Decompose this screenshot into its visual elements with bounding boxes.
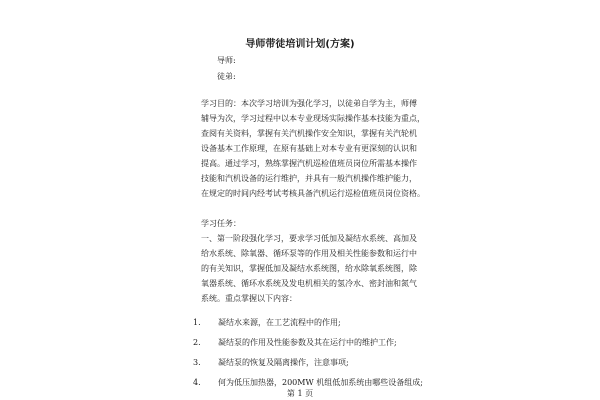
tasks-heading: 学习任务： bbox=[201, 219, 241, 228]
mentor-label: 导师: bbox=[217, 56, 236, 65]
stage-line: 系统。重点掌握以下内容： bbox=[201, 294, 297, 303]
list-item: 凝结泵的恢复及隔离操作，注意事项; bbox=[218, 358, 349, 367]
apprentice-label: 徒弟: bbox=[217, 72, 236, 81]
list-item: 凝结水来源，在工艺流程中的作用; bbox=[218, 318, 341, 327]
page-title: 导师带徒培训计划(方案) bbox=[245, 39, 355, 50]
stage-line: 给水系统、除氧器、循环泵等的作用及相关性能参数和运行中 bbox=[201, 249, 417, 258]
stage-line: 一、第一阶段强化学习，要求学习低加及凝结水系统、高加及 bbox=[201, 234, 417, 243]
goal-line: 辅导为次，学习过程中以本专业现场实际操作基本技能为重点， bbox=[201, 114, 425, 123]
list-item-number: 4. bbox=[193, 378, 201, 387]
page-footer: 第 1 页 bbox=[286, 389, 314, 398]
list-item-number: 3. bbox=[193, 358, 201, 367]
stage-line: 的有关知识，掌握低加及凝结水系统图，给水除氧系统图，除 bbox=[201, 264, 417, 273]
list-item-number: 2. bbox=[193, 338, 201, 347]
list-item: 凝结泵的作用及性能参数及其在运行中的维护工作; bbox=[218, 338, 397, 347]
goal-line: 查阅有关资料，掌握有关汽机操作安全知识，掌握有关汽轮机 bbox=[201, 129, 417, 138]
goal-line: 提高。通过学习，熟练掌握汽机巡检值班员岗位所需基本操作 bbox=[201, 159, 417, 168]
list-item: 何为低压加热器，200MW 机组低加系统由哪些设备组成; bbox=[218, 378, 423, 387]
list-item-number: 1. bbox=[193, 318, 201, 327]
stage-line: 氧器系统、循环水系统及发电机相关的氢冷水、密封油和氮气 bbox=[201, 279, 417, 288]
goal-line: 在规定的时间内经考试考核具备汽机运行巡检值班员岗位资格。 bbox=[201, 189, 425, 198]
goal-line: 技能和汽机设备的运行维护，并具有一般汽机操作维护能力， bbox=[201, 174, 417, 183]
goal-line: 设备基本工作原理，在原有基础上对本专业有更深刻的认识和 bbox=[201, 144, 417, 153]
goal-line: 学习目的：本次学习培训为强化学习，以徒弟自学为主，师傅 bbox=[201, 99, 417, 108]
